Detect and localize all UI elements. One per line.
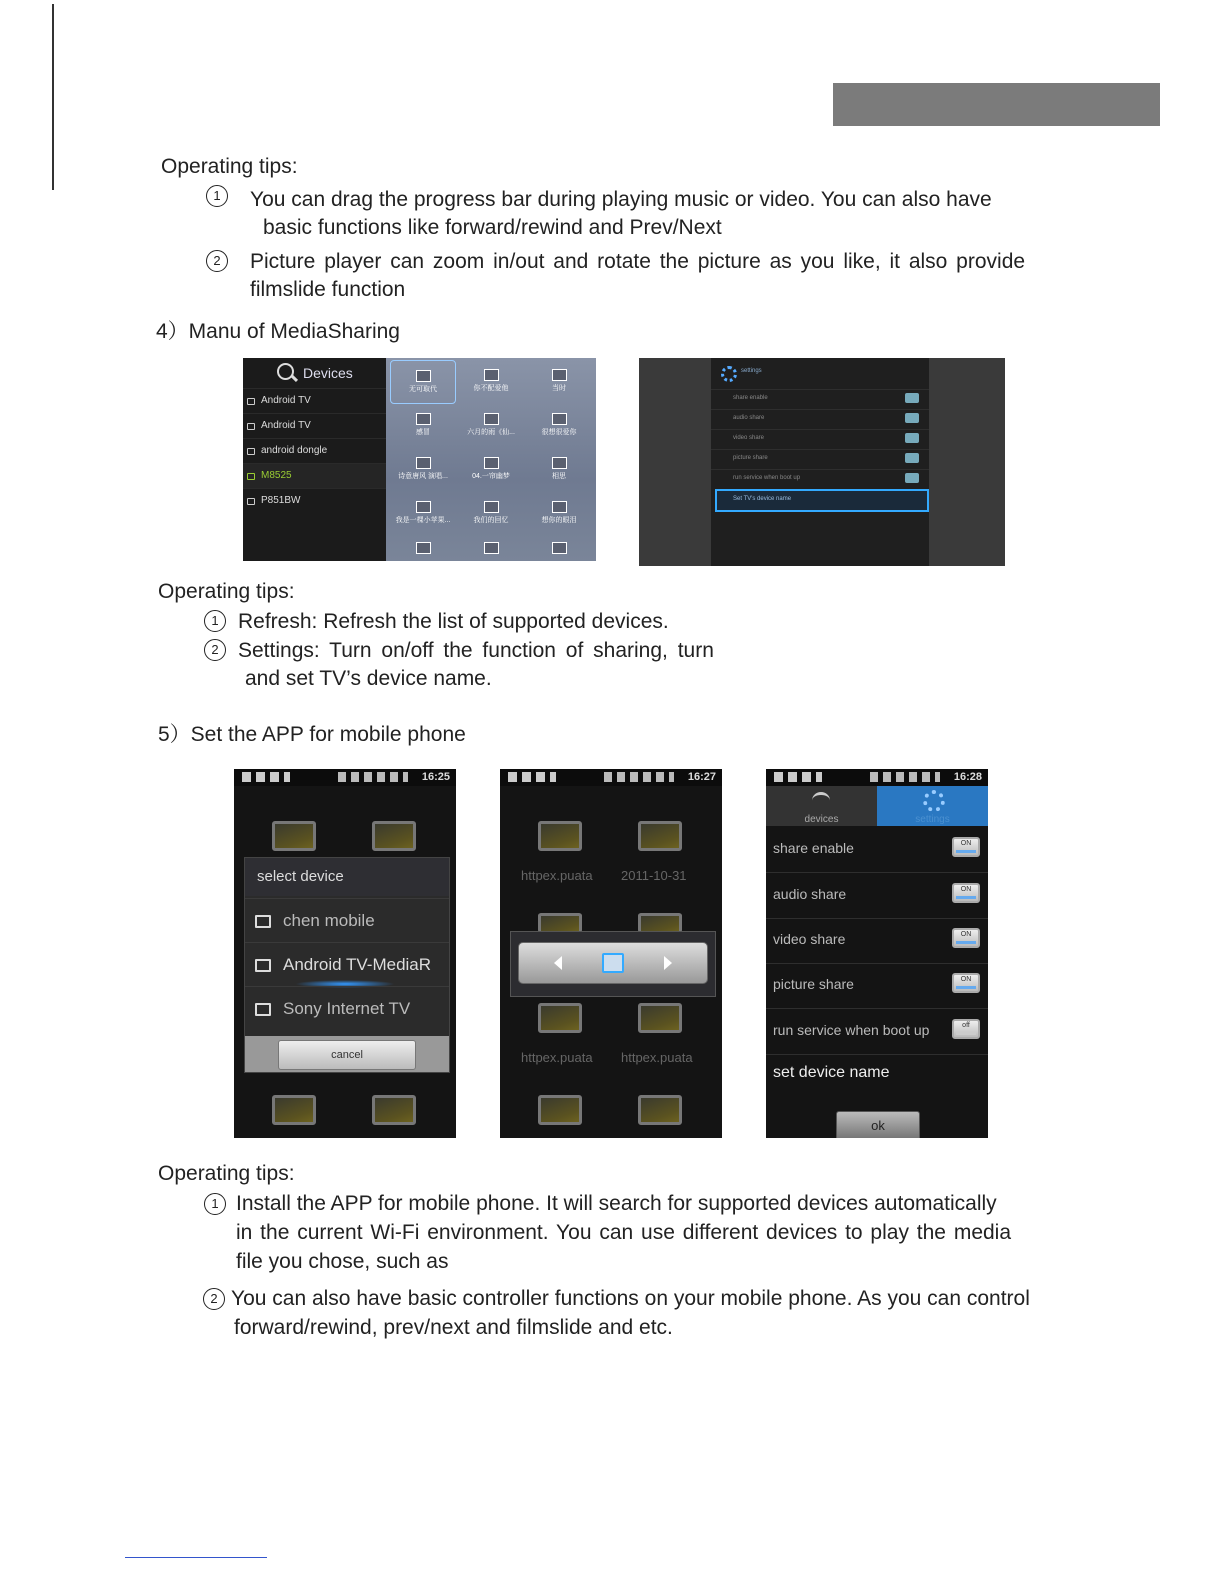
image-icon xyxy=(416,542,431,554)
tip-line: and set TV’s device name. xyxy=(245,667,492,690)
controller-bar xyxy=(518,942,708,984)
marker-2: 2 xyxy=(203,1288,225,1310)
media-cell[interactable]: 你不配爱他 xyxy=(458,360,524,404)
media-cell[interactable] xyxy=(458,533,524,561)
phone-settings-screenshot xyxy=(766,769,988,1138)
media-cell[interactable]: 六月的雨《仙... xyxy=(458,404,524,448)
device-item-selected[interactable]: M8525 xyxy=(243,463,386,488)
image-thumbnail[interactable] xyxy=(372,821,416,851)
marker-1: 1 xyxy=(204,610,226,632)
image-icon xyxy=(484,413,499,425)
tip-line: basic functions like forward/rewind and Prev/Next xyxy=(263,216,722,239)
marker-2: 2 xyxy=(204,639,226,661)
image-icon xyxy=(484,369,499,381)
device-item[interactable]: P851BW xyxy=(243,488,386,513)
image-thumbnail[interactable] xyxy=(538,1095,582,1125)
setting-row[interactable]: run service when boot up xyxy=(711,469,929,489)
image-icon xyxy=(416,457,431,469)
tip-line: file you chose, such as xyxy=(236,1250,449,1273)
device-item[interactable]: Android TV xyxy=(243,413,386,438)
toggle-button[interactable]: ON xyxy=(952,973,980,993)
status-bar: 16:28 xyxy=(766,769,988,786)
setting-row[interactable]: video share xyxy=(711,429,929,449)
section-5-title: 5）Set the APP for mobile phone xyxy=(158,723,466,746)
toggle-switch xyxy=(905,453,919,463)
image-icon xyxy=(416,501,431,513)
devices-header[interactable]: Devices xyxy=(243,358,386,388)
settings-title: settings xyxy=(741,368,762,374)
file-label: 2011-10-31 xyxy=(621,868,687,883)
tip-line: in the current Wi-Fi environment. You can use different devices to play the media xyxy=(236,1221,1012,1244)
ok-button[interactable]: ok xyxy=(836,1111,920,1138)
image-icon xyxy=(552,457,567,469)
gear-icon xyxy=(923,790,945,812)
prev-arrow-icon[interactable] xyxy=(554,956,562,970)
tab-bar xyxy=(766,786,988,826)
setting-row-device-name[interactable]: Set TV's device name xyxy=(715,489,929,512)
file-label: httpex.puata xyxy=(521,868,593,883)
tips-heading-1: Operating tips: xyxy=(161,155,298,178)
tab-settings[interactable]: settings xyxy=(877,786,988,826)
setting-row[interactable]: audio share xyxy=(711,409,929,429)
image-thumbnail[interactable] xyxy=(638,821,682,851)
status-bar: 16:25 xyxy=(234,769,456,786)
wifi-icon xyxy=(812,792,830,809)
setting-row[interactable]: share enable xyxy=(711,389,929,409)
toggle-button[interactable]: ON xyxy=(952,883,980,903)
marker-2: 2 xyxy=(206,250,228,272)
tips-heading-2: Operating tips: xyxy=(158,580,295,603)
toggle-button[interactable]: ON xyxy=(952,928,980,948)
marker-1: 1 xyxy=(206,185,228,207)
dialog-title: select device xyxy=(245,858,449,896)
tv-settings-screenshot xyxy=(639,358,1005,566)
device-option[interactable]: Android TV-MediaR xyxy=(245,942,449,986)
image-thumbnail[interactable] xyxy=(638,1095,682,1125)
image-icon xyxy=(484,542,499,554)
image-icon xyxy=(484,457,499,469)
setting-row[interactable]: share enable ON xyxy=(766,827,988,873)
image-icon xyxy=(552,501,567,513)
image-thumbnail[interactable] xyxy=(272,1095,316,1125)
tip-line: Refresh: Refresh the list of supported devices. xyxy=(238,610,669,633)
image-thumbnail[interactable] xyxy=(638,1003,682,1033)
slideshow-icon[interactable] xyxy=(602,953,624,973)
setting-row[interactable]: audio share ON xyxy=(766,873,988,919)
image-thumbnail[interactable] xyxy=(638,913,682,933)
gear-icon xyxy=(721,366,737,382)
cancel-button[interactable]: cancel xyxy=(278,1040,416,1070)
tip-line: Install the APP for mobile phone. It will search for supported devices automatically xyxy=(236,1192,997,1215)
setting-row[interactable]: video share ON xyxy=(766,918,988,964)
image-thumbnail[interactable] xyxy=(372,1095,416,1125)
toggle-switch xyxy=(905,433,919,443)
footer-rule xyxy=(125,1557,267,1558)
next-arrow-icon[interactable] xyxy=(664,956,672,970)
image-thumbnail[interactable] xyxy=(538,913,582,933)
device-item[interactable]: android dongle xyxy=(243,438,386,463)
dialog-footer xyxy=(245,1036,449,1072)
section-4-title: 4）Manu of MediaSharing xyxy=(156,320,400,343)
tip-line: You can also have basic controller functions on your mobile phone. As you can control xyxy=(231,1287,1030,1310)
toggle-switch xyxy=(905,413,919,423)
margin-rule xyxy=(52,4,54,190)
device-option[interactable]: chen mobile xyxy=(245,898,449,942)
setting-row[interactable]: picture share ON xyxy=(766,963,988,1009)
media-cell[interactable]: 我们的回忆 xyxy=(458,492,524,536)
image-icon xyxy=(484,501,499,513)
marker-1: 1 xyxy=(204,1193,226,1215)
media-cell[interactable]: 无可取代 xyxy=(390,360,456,404)
tip-line: You can drag the progress bar during playing music or video. You can also have xyxy=(250,188,992,211)
toggle-button[interactable]: ON xyxy=(952,837,980,857)
settings-panel xyxy=(711,358,929,566)
toggle-button[interactable]: off xyxy=(952,1019,980,1039)
media-cell[interactable] xyxy=(390,533,456,561)
file-label: httpex.puata xyxy=(621,1050,693,1065)
tip-line: forward/rewind, prev/next and filmslide and etc. xyxy=(234,1316,673,1339)
toggle-switch xyxy=(905,393,919,403)
image-icon xyxy=(552,413,567,425)
tip-line: filmslide function xyxy=(250,278,406,301)
tv-devices-screenshot xyxy=(243,358,596,561)
image-icon xyxy=(416,413,431,425)
image-icon xyxy=(416,370,431,382)
playback-controller xyxy=(510,931,716,997)
image-thumbnail[interactable] xyxy=(538,1003,582,1033)
header-bar xyxy=(833,83,1160,126)
tips-heading-3: Operating tips: xyxy=(158,1162,295,1185)
phone-controller-screenshot xyxy=(500,769,722,1138)
media-cell[interactable]: 很想很爱你 xyxy=(526,404,592,448)
tip-line: Picture player can zoom in/out and rotate the picture as you like, it also provide xyxy=(250,250,1026,273)
file-label: httpex.puata xyxy=(521,1050,593,1065)
media-cell[interactable]: 当时 xyxy=(526,360,592,404)
device-item[interactable]: Android TV xyxy=(243,388,386,413)
device-option[interactable]: Sony Internet TV xyxy=(245,986,449,1030)
media-cell[interactable] xyxy=(526,533,592,561)
media-cell[interactable]: 感冒 xyxy=(390,404,456,448)
setting-row[interactable]: picture share xyxy=(711,449,929,469)
media-cell[interactable]: 相思 xyxy=(526,448,592,492)
media-cell[interactable]: 04.一帘幽梦 xyxy=(458,448,524,492)
device-sidebar xyxy=(243,358,386,561)
media-cell[interactable]: 我是一棵小苹果... xyxy=(390,492,456,536)
setting-row[interactable]: run service when boot up off xyxy=(766,1009,988,1055)
tip-line: Settings: Turn on/off the function of sharing, turn xyxy=(238,639,714,662)
phone-select-device-screenshot xyxy=(234,769,456,1138)
media-cell[interactable]: 想你的眼泪 xyxy=(526,492,592,536)
image-thumbnail[interactable] xyxy=(538,821,582,851)
media-grid xyxy=(386,358,596,561)
set-device-name-label[interactable]: set device name xyxy=(773,1064,890,1081)
status-bar: 16:27 xyxy=(500,769,722,786)
image-thumbnail[interactable] xyxy=(272,821,316,851)
image-icon xyxy=(552,542,567,554)
select-device-dialog xyxy=(244,857,450,1073)
image-icon xyxy=(552,369,567,381)
tab-devices[interactable]: devices xyxy=(766,786,877,826)
toggle-switch xyxy=(905,473,919,483)
media-cell[interactable]: 诗意唐风 演唱... xyxy=(390,448,456,492)
search-icon xyxy=(277,363,294,380)
